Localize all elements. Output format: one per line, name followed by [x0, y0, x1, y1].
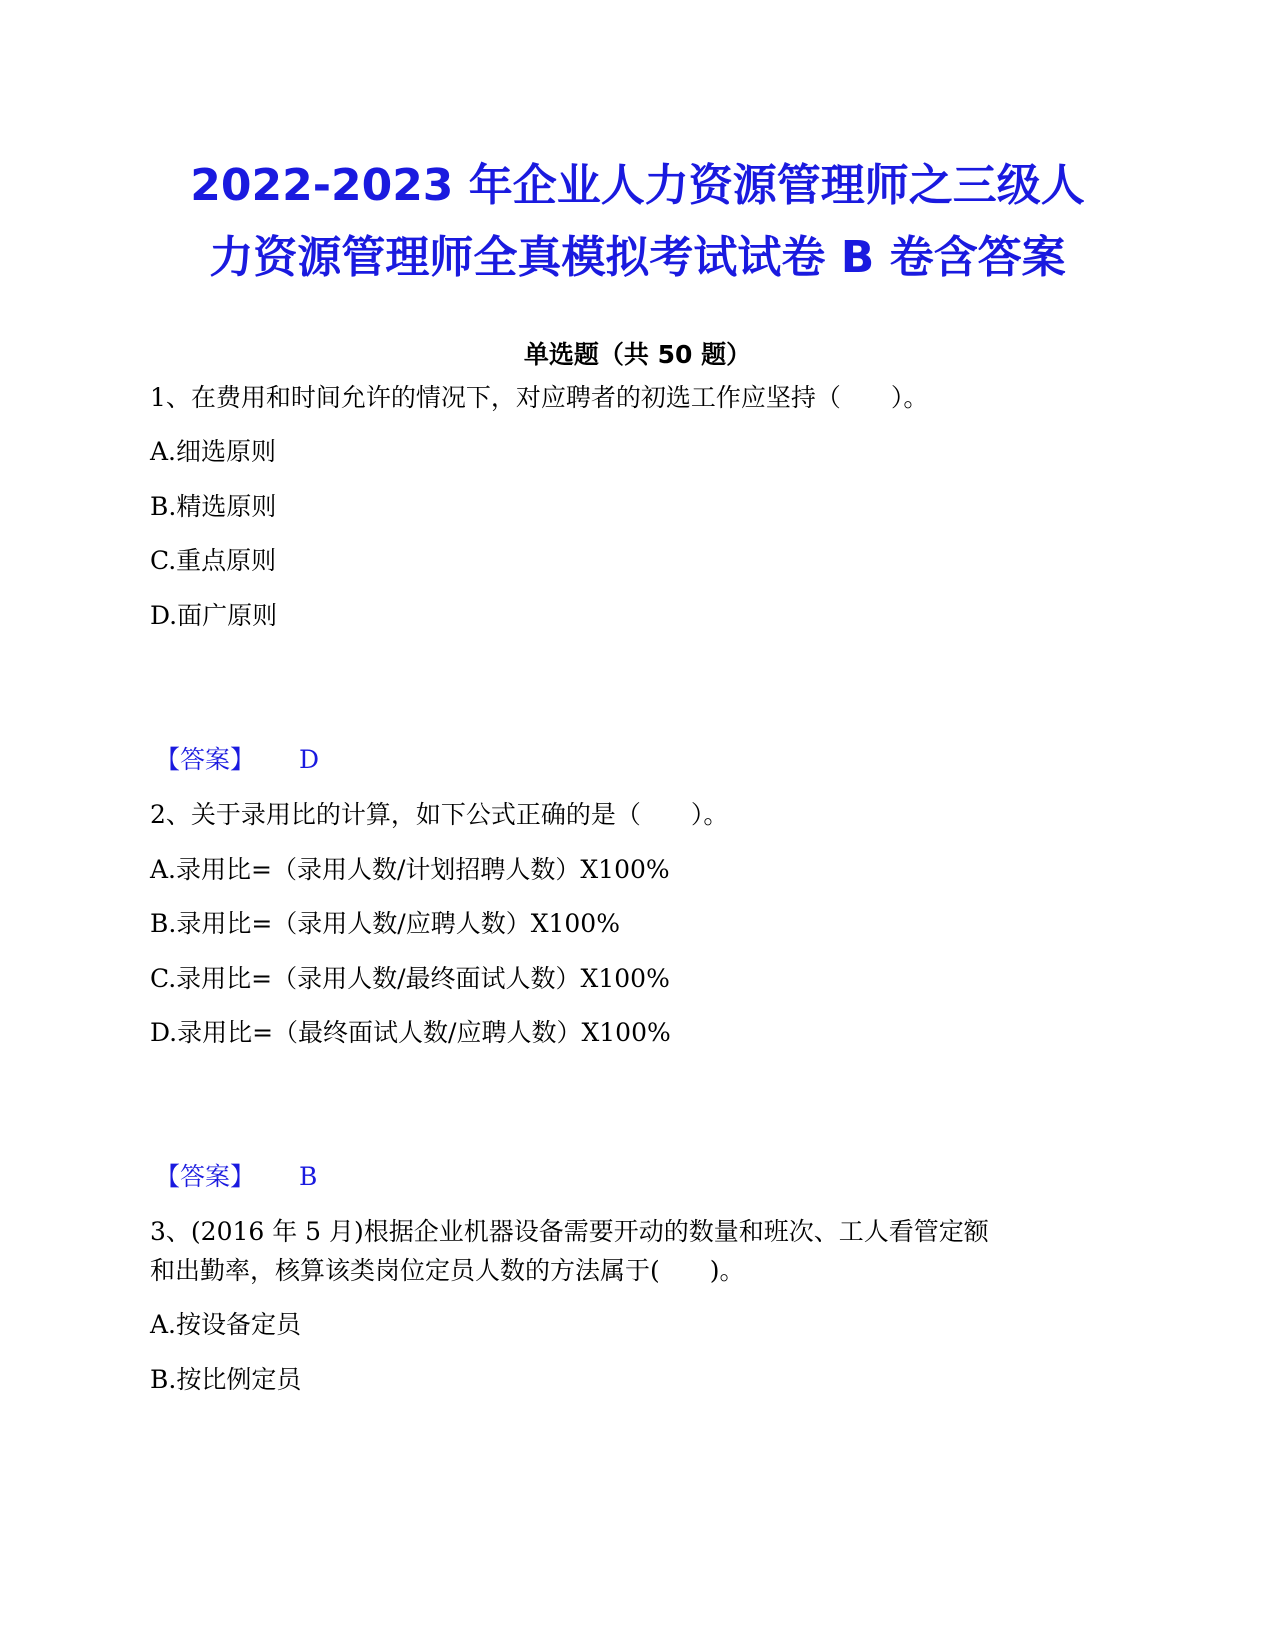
- question-3-option-b: B.按比例定员: [150, 1365, 302, 1394]
- document-title: [120, 150, 1155, 294]
- answer-value: D: [299, 745, 320, 774]
- question-2-stem: 2、关于录用比的计算，如下公式正确的是（ ）。: [150, 800, 729, 829]
- title-line-1: 2022-2023 年企业人力资源管理师之三级人: [190, 160, 1085, 211]
- question-2-option-a: A.录用比=（录用人数/计划招聘人数）X100%: [150, 855, 670, 884]
- answer-label: 【答案】: [155, 1162, 256, 1191]
- question-3-option-a: A.按设备定员: [150, 1310, 302, 1339]
- question-1-answer: [155, 740, 319, 776]
- answer-value: B: [299, 1162, 318, 1191]
- question-1-option-b: B.精选原则: [150, 492, 277, 521]
- answer-label: 【答案】: [155, 745, 256, 774]
- question-1-option-d: D.面广原则: [150, 601, 278, 630]
- question-2-option-b: B.录用比=（录用人数/应聘人数）X100%: [150, 909, 620, 938]
- question-1-option-c: C.重点原则: [150, 546, 277, 575]
- section-title: 单选题（共 50 题）: [523, 340, 752, 369]
- question-2-option-d: D.录用比=（最终面试人数/应聘人数）X100%: [150, 1018, 671, 1047]
- question-2-answer: [155, 1157, 317, 1193]
- question-3-stem-line-2: 和出勤率，核算该类岗位定员人数的方法属于( )。: [150, 1256, 745, 1285]
- question-3-stem-line-1: 3、(2016 年 5 月)根据企业机器设备需要开动的数量和班次、工人看管定额: [150, 1217, 989, 1246]
- question-1-option-a: A.细选原则: [150, 437, 277, 466]
- question-2-option-c: C.录用比=（录用人数/最终面试人数）X100%: [150, 964, 670, 993]
- question-1-stem: 1、在费用和时间允许的情况下，对应聘者的初选工作应坚持（ ）。: [150, 383, 929, 412]
- title-line-2: 力资源管理师全真模拟考试试卷 B 卷含答案: [209, 232, 1066, 283]
